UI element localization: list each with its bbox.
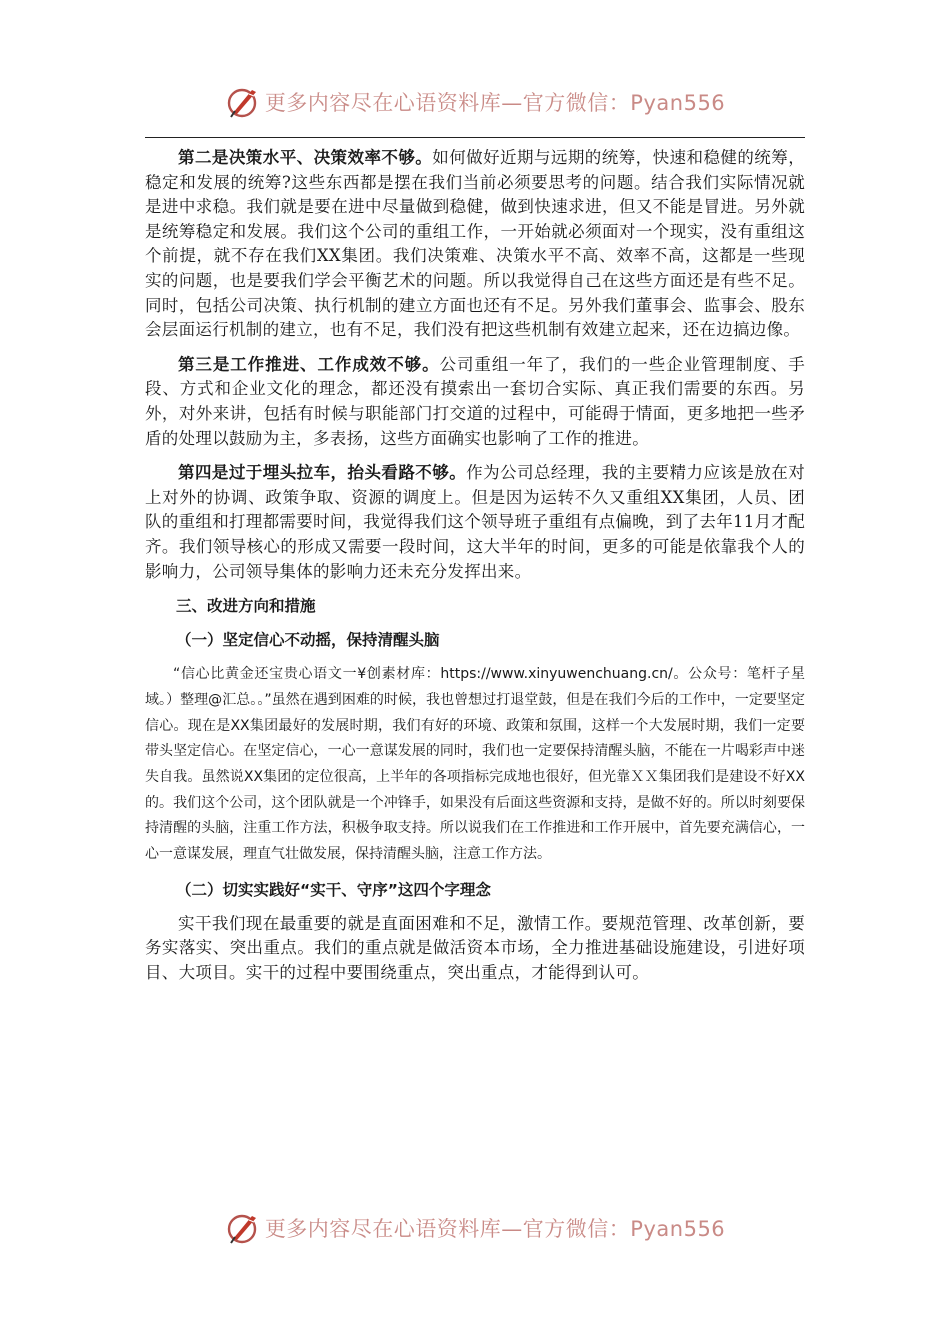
section-heading: 三、改进方向和措施 [176, 597, 316, 616]
subsection-heading-1: （一）坚定信心不动摇，保持清醒头脑 [176, 631, 440, 650]
paragraph-decision-text: 如何做好近期与远期的统筹，快速和稳健的统筹，稳定和发展的统筹?这些东西都是摆在我们当前必须要思考的问题。结合我们实际情况就是进中求稳。我们就是要在进中尽量做到稳健，做到快速求进，但又不能是冒进。另外就是统筹稳定和发展。我们这个公司的重组工作，一开始就必须面对一个现实，没有重组这个前提，就不存在我们XX集团。我们决策难、决策水平不高、效率不高，这都是一些现实的问题，也是要我们学会平衡艺术的问题。所以我觉得自己在这些方面还是有些不足。同时，包括公司决策、执行机制的建立方面也还有不足。另外我们董事会、监事会、股东会层面运行机制的建立，也有不足，我们没有把这些机制有效建立起来，还在边搞边像。 [145, 148, 805, 340]
paragraph-progress-lead: 第三是工作推进、工作成效不够。 [178, 354, 440, 374]
quill-pen-icon [225, 84, 261, 120]
subsection-heading-2: （二）切实实践好“实干、守序”这四个字理念 [176, 880, 491, 899]
paragraph-decision-lead: 第二是决策水平、决策效率不够。 [178, 148, 433, 167]
document-body [145, 146, 805, 986]
paragraph-direction [145, 461, 805, 584]
header-divider [145, 137, 805, 138]
paragraph-progress-text: 公司重组一年了，我们的一些企业管理制度、手段、方式和企业文化的理念，都还没有摸索出一套切合实际、真正我们需要的东西。另外，对外来讲，包括有时候与职能部门打交道的过程中，可能碍于情面，更多地把一些矛盾的处理以鼓励为主，多表扬，这些方面确实也影响了工作的推进。 [145, 354, 805, 448]
paragraph-direction-text: 作为公司总经理，我的主要精力应该是放在对上对外的协调、政策争取、资源的调度上。但是因为运转不久又重组XX集团，人员、团队的重组和打理都需要时间，我觉得我们这个领导班子重组有点偏晚，到了去年11月才配齐。我们领导核心的形成又需要一段时间，这大半年的时间，更多的可能是依靠我个人的影响力，公司领导集体的影响力还未充分发挥出来。 [145, 463, 806, 581]
footer-banner [0, 1208, 950, 1248]
paragraph-decision [145, 146, 805, 343]
paragraph-progress [145, 353, 805, 451]
quill-pen-icon [225, 1210, 261, 1246]
footer-banner-text: 更多内容尽在心语资料库—官方微信：Pyan556 [264, 1217, 726, 1241]
header-banner-text: 更多内容尽在心语资料库—官方微信：Pyan556 [264, 91, 726, 115]
paragraph-practice: 实干我们现在最重要的就是直面困难和不足，激情工作。要规范管理、改革创新，要务实落实、突出重点。我们的重点就是做活资本市场，全力推进基础设施建设，引进好项目、大项目。实干的过程中要围绕重点，突出重点，才能得到认可。 [145, 913, 805, 982]
paragraph-direction-lead: 第四是过于埋头拉车，抬头看路不够。 [178, 463, 467, 483]
header-banner [0, 82, 950, 122]
paragraph-confidence: “信心比黄金还宝贵心语文一¥创素材库：https://www.xinyuwenchuang.cn/。公众号：笔杆子星域。）整理@汇总。。”虽然在遇到困难的时候，我也曾想过打退堂鼓，但是在我们今后的工作中，一定要坚定信心。现在是XX集团最好的发展时期，我们有好的环境、政策和氛围，这样一个大发展时期，我们一定要带头坚定信心。在坚定信心，一心一意谋发展的同时，我们也一定要保持清醒头脑，不能在一片喝彩声中迷失自我。虽然说XX集团的定位很高，上半年的各项指标完成地也很好，但光靠ＸＸ集团我们是建设不好XX的。我们这个公司，这个团队就是一个冲锋手，如果没有后面这些资源和支持，是做不好的。所以时刻要保持清醒的头脑，注重工作方法，积极争取支持。所以说我们在工作推进和工作开展中，首先要充满信心，一心一意谋发展，理直气壮做发展，保持清醒头脑，注意工作方法。 [145, 666, 805, 863]
